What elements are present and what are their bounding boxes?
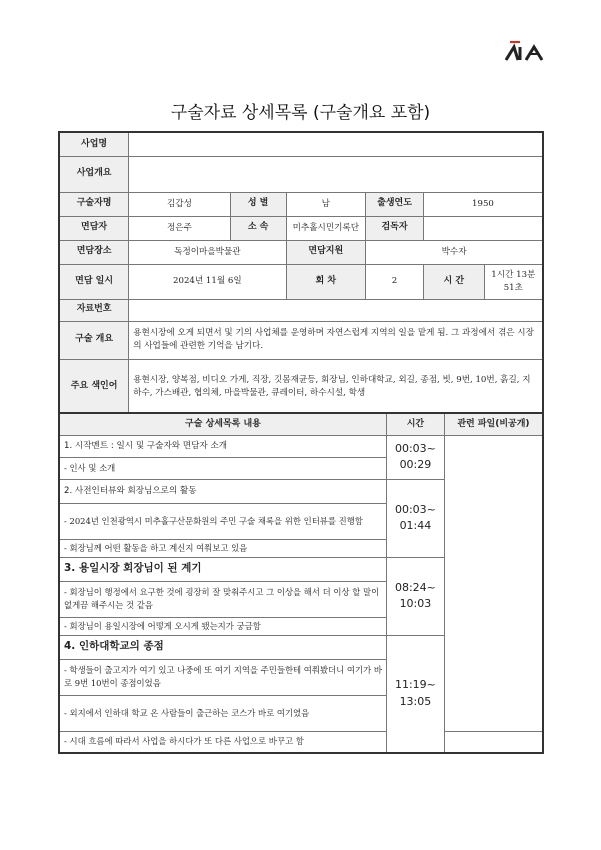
section-3-item: - 회장님이 행정에서 요구한 것에 굉장히 잘 맞춰주시고 그 이상을 해서 더 이상 할 말이 없게끔 해주시는 것 같음 xyxy=(59,581,386,617)
affiliation-label: 소 속 xyxy=(230,216,286,240)
place-value: 독정이마을박물관 xyxy=(129,240,286,264)
header-time: 시간 xyxy=(386,413,444,435)
section-4-heading: 4. 인하대학교의 종점 xyxy=(59,635,386,659)
project-summary-value xyxy=(129,156,543,192)
section-3-item: - 회장님이 용일시장에 어떻게 오시게 됐는지가 궁금함 xyxy=(59,617,386,635)
header-content: 구술 상세목록 내용 xyxy=(59,413,386,435)
oral-summary-value: 용현시장에 오게 되면서 및 기의 사업체를 운영하며 자연스럽게 지역의 일을 맡게 됨. 그 과정에서 겪은 시장의 사업들에 관련한 기억을 남기다. xyxy=(129,321,543,359)
section-2-item: - 회장님께 어떤 활동을 하고 계신지 여쭤보고 있음 xyxy=(59,539,386,557)
section-4-item: - 학생들이 출고지가 여기 있고 나중에 또 여기 지역을 주민들한테 여쭤봤더니 여기가 바로 9번 10번이 종점이었음 xyxy=(59,659,386,695)
gender-label: 성 별 xyxy=(230,192,286,216)
keywords-label: 주요 색인어 xyxy=(59,359,129,415)
session-label: 회 차 xyxy=(286,264,366,299)
birth-year-value: 1950 xyxy=(423,192,543,216)
narrator-label: 구술자명 xyxy=(59,192,129,216)
section-1-time: 00:03~ 00:29 xyxy=(386,435,444,479)
keywords-value: 용현시장, 양복점, 비디오 가게, 직장, 깃몸재균등, 회장님, 인하대학교, 외길, 종점, 빗, 9번, 10번, 흙길, 지하수, 가스배관, 협의체, 마을박물관, 큐레이터, 하수시설, 학생 xyxy=(129,359,543,415)
narrator-value: 김갑성 xyxy=(129,192,231,216)
record-no-value xyxy=(129,299,543,321)
section-1-heading: 1. 시작멘트 : 일시 및 구술자와 면담자 소개 xyxy=(59,435,386,457)
section-2-time: 00:03~ 01:44 xyxy=(386,479,444,557)
section-2-item: - 2024년 인천광역시 미추홀구산문화원의 주민 구술 채록을 위한 인터뷰를 진행함 xyxy=(59,503,386,539)
affiliation-value: 미추홀시민기록단 xyxy=(286,216,366,240)
duration-value: 1시간 13분 51초 xyxy=(484,264,543,299)
section-4-item: - 외지에서 인하대 학교 온 사람들이 출근하는 코스가 바로 여기였음 xyxy=(59,695,386,731)
interviewer-value: 정은주 xyxy=(129,216,231,240)
project-summary-label: 사업개요 xyxy=(59,156,129,192)
support-value: 박수자 xyxy=(366,240,543,264)
section-1-item: - 인사 및 소개 xyxy=(59,457,386,479)
date-value: 2024년 11월 6일 xyxy=(129,264,286,299)
birth-year-label: 출생연도 xyxy=(366,192,424,216)
section-4-time: 11:19~ 13:05 xyxy=(386,635,444,753)
page-title: 구술자료 상세목록 (구술개요 포함) xyxy=(170,103,431,123)
date-label: 면담 일시 xyxy=(59,264,129,299)
section-2-heading: 2. 사전인터뷰와 회장님으로의 활동 xyxy=(59,479,386,503)
project-name-label: 사업명 xyxy=(59,132,129,156)
oral-summary-label: 구술 개요 xyxy=(59,321,129,359)
header-files: 관련 파일(비공개) xyxy=(444,413,543,435)
section-4-item: - 시대 흐름에 따라서 사업을 하시다가 또 다른 사업으로 바꾸고 함 xyxy=(59,731,386,753)
section-3-time: 08:24~ 10:03 xyxy=(386,557,444,635)
related-files-cell xyxy=(444,435,543,731)
info-table xyxy=(58,131,544,416)
archive-logo xyxy=(504,40,546,62)
reviewer-value xyxy=(423,216,543,240)
duration-label: 시 간 xyxy=(423,264,484,299)
section-3-heading: 3. 용일시장 회장님이 된 계기 xyxy=(59,557,386,581)
record-no-label: 자료번호 xyxy=(59,299,129,321)
detail-table xyxy=(58,412,544,754)
project-name-value xyxy=(129,132,543,156)
gender-value: 남 xyxy=(286,192,366,216)
place-label: 면담장소 xyxy=(59,240,129,264)
support-label: 면담지원 xyxy=(286,240,366,264)
reviewer-label: 검독자 xyxy=(366,216,424,240)
session-value: 2 xyxy=(366,264,424,299)
interviewer-label: 면담자 xyxy=(59,216,129,240)
